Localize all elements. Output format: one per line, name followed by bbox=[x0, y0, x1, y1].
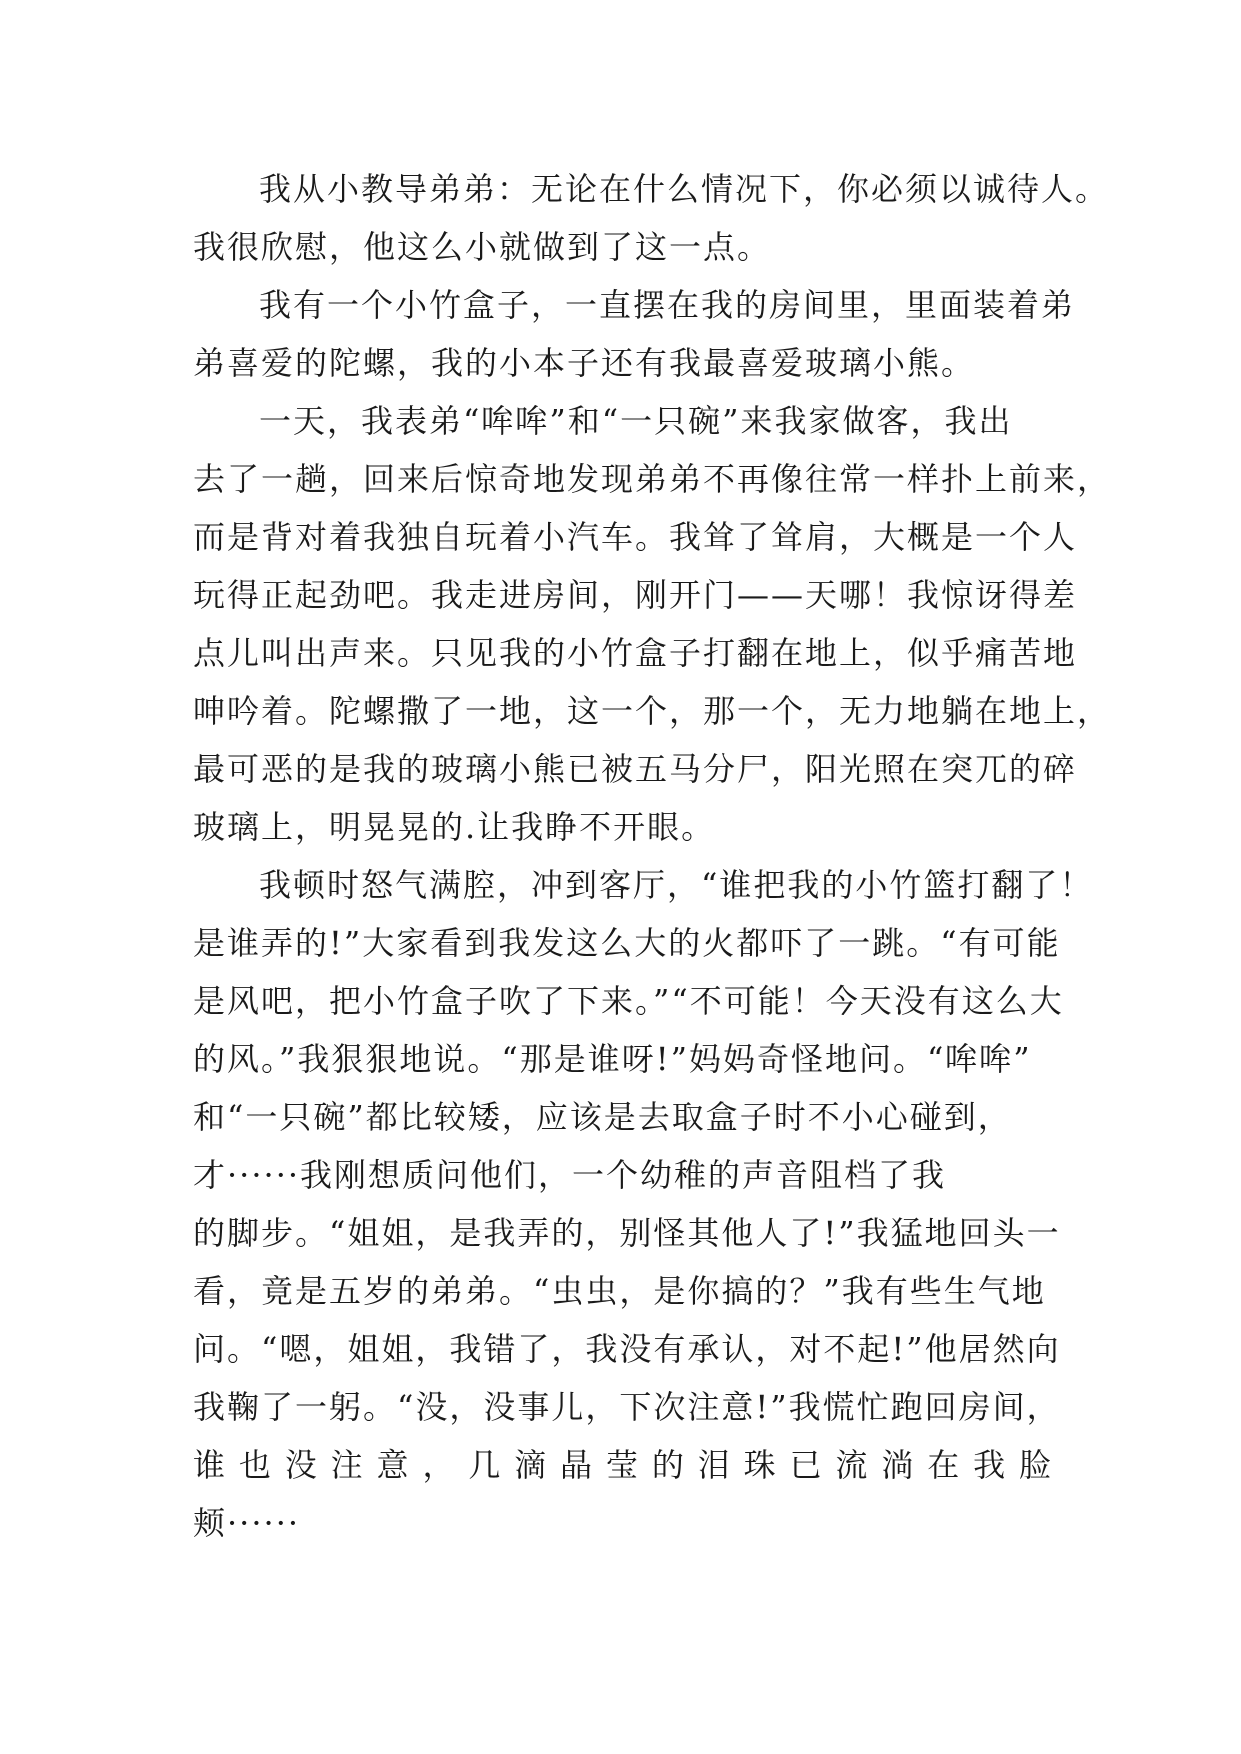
paragraph-line: 我从小教导弟弟：无论在什么情况下，你必须以诚待人。 bbox=[259, 170, 1110, 208]
paragraph-line: 和“一只碗”都比较矮，应该是去取盒子时不小心碰到， bbox=[193, 1098, 1012, 1136]
paragraph-line: 最可恶的是我的玻璃小熊已被五马分尸，阳光照在突兀的碎 bbox=[193, 750, 1078, 788]
paragraph-line: 玻璃上，明晃晃的.让我睁不开眼。 bbox=[193, 808, 716, 846]
paragraph-line: 弟喜爱的陀螺，我的小本子还有我最喜爱玻璃小熊。 bbox=[193, 344, 976, 382]
paragraph-line: 是风吧，把小竹盒子吹了下来。”“不可能！今天没有这么大 bbox=[193, 982, 1064, 1020]
paragraph-line: 谁也没注意，几滴晶莹的泪珠已流淌在我脸 bbox=[193, 1446, 1053, 1484]
paragraph-line: 的风。”我狠狠地说。“那是谁呀!”妈妈奇怪地问。“哞哞” bbox=[193, 1040, 1032, 1078]
paragraph-line: 点儿叫出声来。只见我的小竹盒子打翻在地上，似乎痛苦地 bbox=[193, 634, 1078, 672]
paragraph-line: 而是背对着我独自玩着小汽车。我耸了耸肩，大概是一个人 bbox=[193, 518, 1078, 556]
paragraph-line: 一天，我表弟“哞哞”和“一只碗”来我家做客，我出 bbox=[259, 402, 1013, 440]
paragraph-line: 呻吟着。陀螺撒了一地，这一个，那一个，无力地躺在地上， bbox=[193, 692, 1112, 730]
article-body bbox=[193, 160, 1112, 1552]
paragraph-line: 问。“嗯，姐姐，我错了，我没有承认，对不起!”他居然向 bbox=[193, 1330, 1061, 1368]
paragraph-line: 我鞠了一躬。“没，没事儿，下次注意!”我慌忙跑回房间， bbox=[193, 1388, 1061, 1426]
paragraph-line: 我顿时怒气满腔，冲到客厅，“谁把我的小竹篮打翻了！ bbox=[259, 866, 1094, 904]
paragraph-line: 玩得正起劲吧。我走进房间，刚开门——天哪！我惊讶得差 bbox=[193, 576, 1078, 614]
paragraph-line: 我很欣慰，他这么小就做到了这一点。 bbox=[193, 228, 772, 266]
paragraph-line: 我有一个小竹盒子，一直摆在我的房间里，里面装着弟 bbox=[259, 286, 1076, 324]
paragraph-line: 是谁弄的!”大家看到我发这么大的火都吓了一跳。“有可能 bbox=[193, 924, 1061, 962]
paragraph-line: 的脚步。“姐姐，是我弄的，别怪其他人了!”我猛地回头一 bbox=[193, 1214, 1061, 1252]
paragraph-line: 颊······ bbox=[193, 1504, 301, 1542]
paragraph-line: 看，竟是五岁的弟弟。“虫虫，是你搞的？”我有些生气地 bbox=[193, 1272, 1046, 1310]
paragraph-line: 才······我刚想质问他们，一个幼稚的声音阻档了我 bbox=[193, 1156, 947, 1194]
paragraph-line: 去了一趟，回来后惊奇地发现弟弟不再像往常一样扑上前来， bbox=[193, 460, 1112, 498]
